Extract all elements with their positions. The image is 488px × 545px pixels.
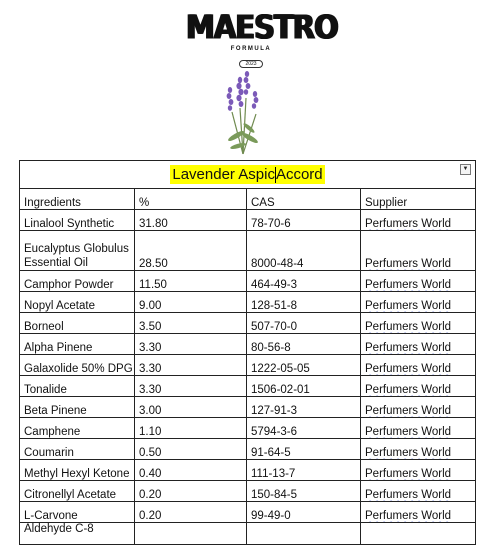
cas-text: 78-70-6	[251, 218, 291, 230]
cas-cell[interactable]	[247, 439, 361, 460]
table-header-row	[20, 189, 476, 210]
cas-text: 111-13-7	[251, 468, 296, 480]
percent-cell[interactable]	[135, 523, 247, 545]
header-percent: %	[135, 189, 247, 210]
ingredient-text: Camphor Powder	[24, 279, 114, 291]
supplier-cell[interactable]	[361, 231, 476, 271]
cas-cell[interactable]	[247, 271, 361, 292]
percent-cell[interactable]	[135, 439, 247, 460]
supplier-text: Perfumers World	[365, 405, 452, 417]
ingredient-text: L-Carvone	[24, 510, 78, 522]
table-row	[20, 292, 476, 313]
cas-text: 5794-3-6	[251, 426, 298, 438]
cas-text: 150-84-5	[251, 489, 298, 501]
supplier-cell[interactable]	[361, 292, 476, 313]
ingredient-text: Camphene	[24, 426, 81, 438]
table-row	[20, 481, 476, 502]
percent-text: 3.00	[139, 405, 162, 417]
cas-cell[interactable]	[247, 355, 361, 376]
ingredient-cell[interactable]	[20, 271, 135, 292]
cas-cell[interactable]	[247, 292, 361, 313]
percent-cell[interactable]	[135, 481, 247, 502]
cas-cell[interactable]	[247, 418, 361, 439]
table-row	[20, 231, 476, 271]
cas-text: 127-91-3	[251, 405, 298, 417]
percent-cell[interactable]	[135, 313, 247, 334]
percent-text: 0.20	[139, 489, 162, 501]
supplier-cell[interactable]	[361, 523, 476, 545]
ingredient-cell[interactable]	[20, 523, 135, 545]
percent-cell[interactable]	[135, 292, 247, 313]
percent-cell[interactable]	[135, 460, 247, 481]
supplier-cell[interactable]	[361, 418, 476, 439]
supplier-text: Perfumers World	[365, 342, 452, 354]
table-row	[20, 271, 476, 292]
cas-cell[interactable]	[247, 334, 361, 355]
table-row	[20, 460, 476, 481]
ingredient-cell[interactable]	[20, 231, 135, 271]
supplier-text: Perfumers World	[365, 300, 452, 312]
table-row	[20, 502, 476, 523]
supplier-cell[interactable]	[361, 313, 476, 334]
brand-logo	[186, 7, 338, 70]
logo-wordmark: MAESTRO	[186, 7, 338, 47]
supplier-text: Perfumers World	[365, 447, 452, 459]
table-row	[20, 523, 476, 545]
percent-text: 0.50	[139, 447, 162, 459]
cas-cell[interactable]	[247, 231, 361, 271]
supplier-text: Perfumers World	[365, 258, 452, 270]
table-row	[20, 418, 476, 439]
percent-cell[interactable]	[135, 418, 247, 439]
supplier-cell[interactable]	[361, 376, 476, 397]
supplier-cell[interactable]	[361, 481, 476, 502]
supplier-cell[interactable]	[361, 460, 476, 481]
percent-cell[interactable]	[135, 502, 247, 523]
table-row	[20, 439, 476, 460]
table-title-row	[20, 161, 476, 189]
ingredient-text: Beta Pinene	[24, 405, 87, 417]
cas-text: 99-49-0	[251, 510, 291, 522]
table-row	[20, 210, 476, 231]
percent-text: 31.80	[139, 218, 168, 230]
ingredient-text: Alpha Pinene	[24, 342, 93, 354]
table-row	[20, 376, 476, 397]
cas-cell[interactable]	[247, 210, 361, 231]
table-row	[20, 334, 476, 355]
percent-cell[interactable]	[135, 231, 247, 271]
header-supplier: Supplier	[361, 189, 476, 210]
cas-text: 1222-05-05	[251, 363, 310, 375]
supplier-cell[interactable]	[361, 210, 476, 231]
supplier-text: Perfumers World	[365, 218, 452, 230]
ingredient-text: Galaxolide 50% DPG	[24, 363, 133, 375]
ingredient-text: Aldehyde C-8	[24, 523, 94, 535]
ingredient-cell[interactable]	[20, 418, 135, 439]
cas-text: 507-70-0	[251, 321, 298, 333]
ingredient-text: Methyl Hexyl Ketone	[24, 468, 130, 480]
supplier-cell[interactable]	[361, 355, 476, 376]
supplier-cell[interactable]	[361, 334, 476, 355]
percent-text: 3.30	[139, 363, 162, 375]
ingredient-text: Coumarin	[24, 447, 74, 459]
cas-text: 91-64-5	[251, 447, 291, 459]
supplier-text: Perfumers World	[365, 384, 452, 396]
percent-text: 3.50	[139, 321, 162, 333]
ingredient-cell[interactable]	[20, 502, 135, 523]
cas-text: 128-51-8	[251, 300, 298, 312]
ingredient-cell[interactable]	[20, 334, 135, 355]
ingredient-text: Citronellyl Acetate	[24, 489, 117, 501]
ingredient-cell[interactable]	[20, 376, 135, 397]
supplier-text: Perfumers World	[365, 426, 452, 438]
ingredient-cell[interactable]	[20, 439, 135, 460]
cas-cell[interactable]	[247, 460, 361, 481]
percent-text: 28.50	[139, 258, 168, 270]
cas-cell[interactable]	[247, 523, 361, 545]
logo-tagline: FORMULA	[230, 46, 272, 52]
cas-cell[interactable]	[247, 313, 361, 334]
ingredient-cell[interactable]	[20, 460, 135, 481]
supplier-cell[interactable]	[361, 271, 476, 292]
ingredient-text: Borneol	[24, 321, 64, 333]
percent-cell[interactable]	[135, 376, 247, 397]
dropdown-arrow-icon[interactable]: ▼	[460, 164, 471, 175]
percent-cell[interactable]	[135, 355, 247, 376]
supplier-text: Perfumers World	[365, 321, 452, 333]
percent-text: 3.30	[139, 384, 162, 396]
table-title[interactable]: Lavender AspicAccord	[172, 165, 323, 183]
percent-cell[interactable]	[135, 334, 247, 355]
table-row	[20, 397, 476, 418]
ingredient-cell[interactable]	[20, 481, 135, 502]
ingredient-text: Eucalyptus Globulus Essential Oil	[24, 243, 129, 269]
ingredient-text: Nopyl Acetate	[24, 300, 95, 312]
ingredient-cell[interactable]	[20, 210, 135, 231]
cas-cell[interactable]	[247, 376, 361, 397]
cas-text: 80-56-8	[251, 342, 291, 354]
percent-text: 3.30	[139, 342, 162, 354]
cas-text: 8000-48-4	[251, 258, 304, 270]
cas-cell[interactable]	[247, 481, 361, 502]
percent-text: 0.20	[139, 510, 162, 522]
supplier-text: Perfumers World	[365, 489, 452, 501]
cas-text: 1506-02-01	[251, 384, 310, 396]
percent-cell[interactable]	[135, 271, 247, 292]
ingredient-text: Linalool Synthetic	[24, 218, 115, 230]
cas-text: 464-49-3	[251, 279, 298, 291]
ingredient-text: Tonalide	[24, 384, 67, 396]
supplier-text: Perfumers World	[365, 279, 452, 291]
percent-cell[interactable]	[135, 397, 247, 418]
table-title-cell[interactable]	[20, 161, 476, 189]
supplier-cell[interactable]	[361, 502, 476, 523]
ingredient-cell[interactable]	[20, 355, 135, 376]
supplier-text: Perfumers World	[365, 510, 452, 522]
table-row	[20, 313, 476, 334]
lavender-illustration-icon	[210, 68, 276, 156]
formula-table	[19, 160, 476, 545]
header-cas: CAS	[247, 189, 361, 210]
percent-text: 1.10	[139, 426, 162, 438]
percent-text: 0.40	[139, 468, 162, 480]
cas-cell[interactable]	[247, 397, 361, 418]
ingredient-cell[interactable]	[20, 292, 135, 313]
percent-text: 9.00	[139, 300, 162, 312]
supplier-text: Perfumers World	[365, 363, 452, 375]
table-row	[20, 355, 476, 376]
percent-text: 11.50	[139, 279, 167, 291]
supplier-text: Perfumers World	[365, 468, 452, 480]
supplier-cell[interactable]	[361, 439, 476, 460]
header-ingredients: Ingredients	[20, 189, 135, 210]
cas-cell[interactable]	[247, 502, 361, 523]
ingredient-cell[interactable]	[20, 313, 135, 334]
supplier-cell[interactable]	[361, 397, 476, 418]
ingredient-cell[interactable]	[20, 397, 135, 418]
percent-cell[interactable]	[135, 210, 247, 231]
logo-badge: 2023	[239, 60, 262, 68]
